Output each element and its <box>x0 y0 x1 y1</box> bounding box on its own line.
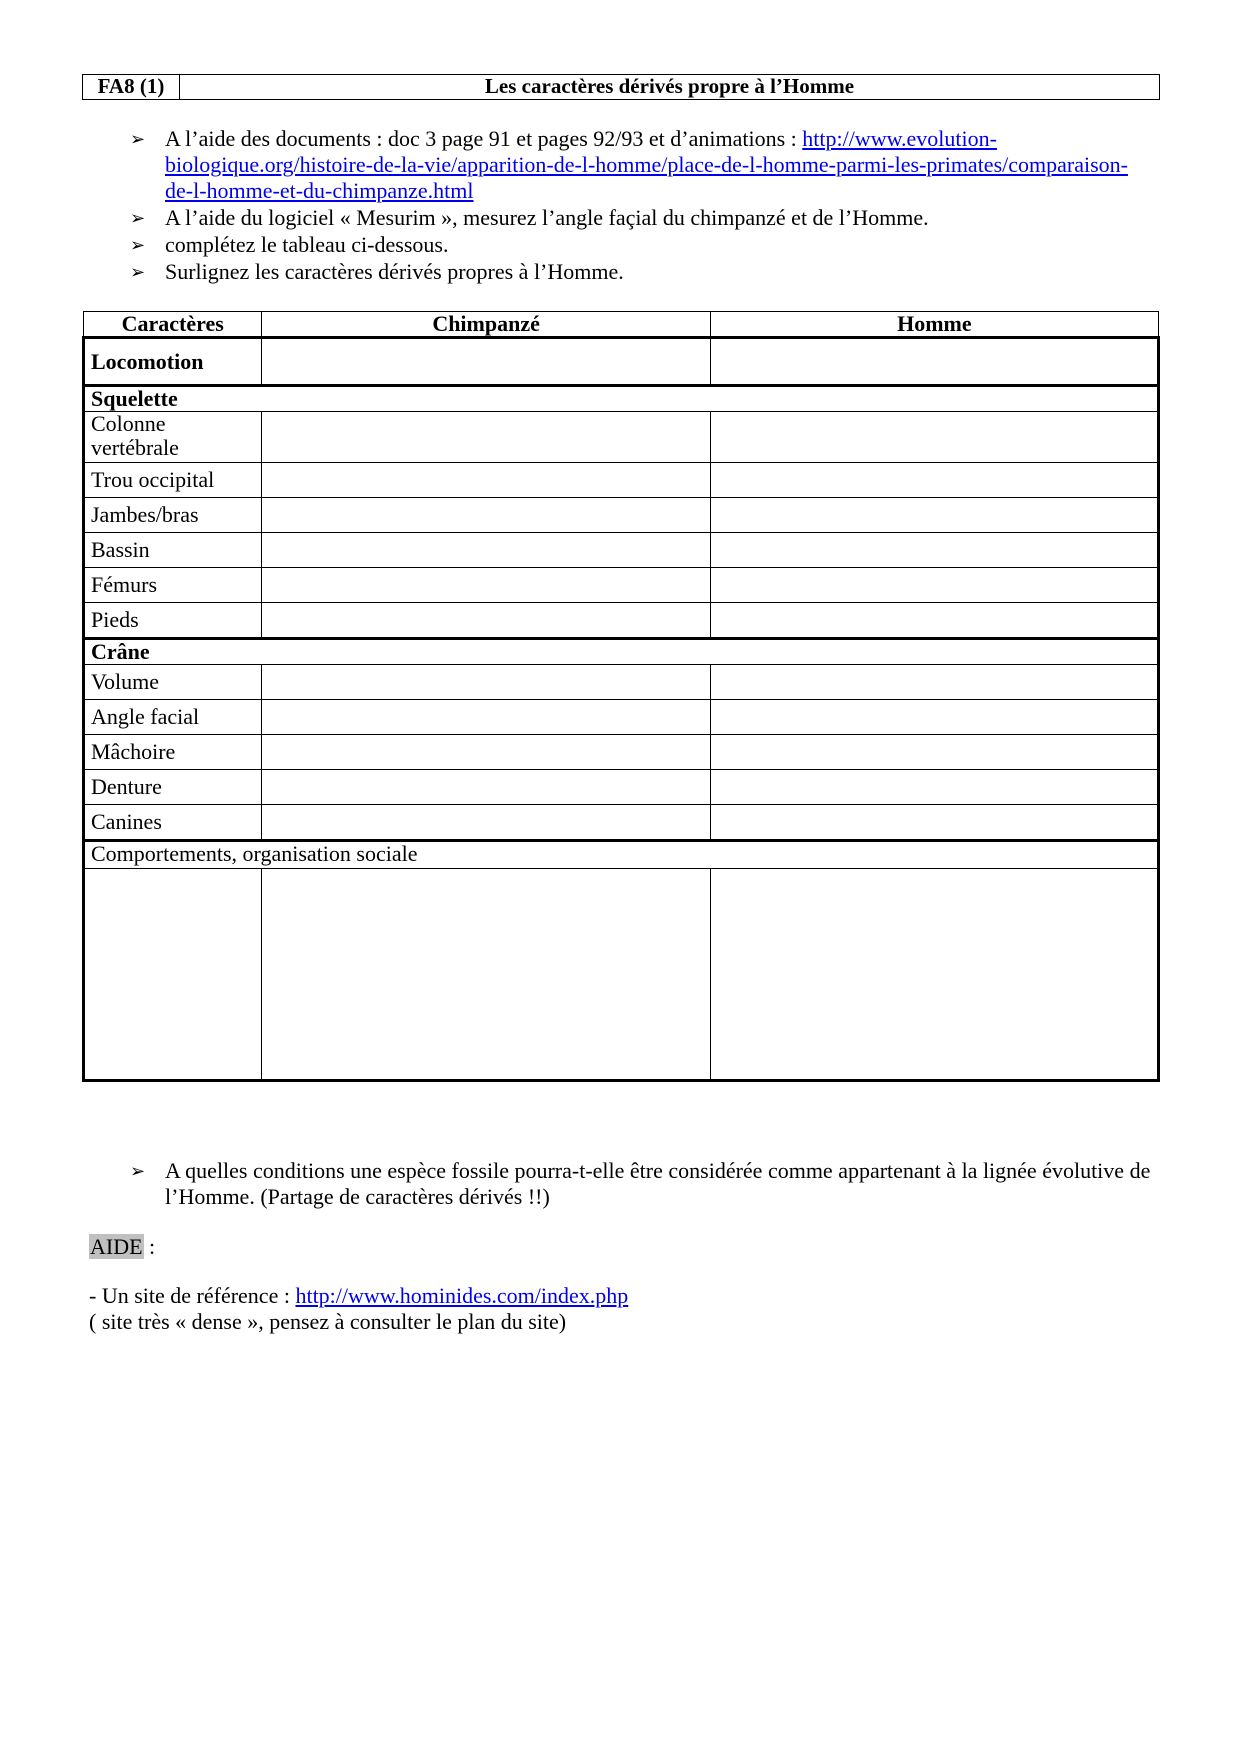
instruction-item <box>130 232 1150 258</box>
row-label: Fémurs <box>84 568 262 603</box>
table-row <box>84 665 1159 700</box>
instruction-item <box>130 205 1150 231</box>
instruction-text: Surlignez les caractères dérivés propres à l’Homme. <box>165 259 624 284</box>
table-header-row <box>84 312 1159 338</box>
table-row <box>84 412 1159 463</box>
section-title-comportements: Comportements, organisation sociale <box>84 841 1159 869</box>
aide-highlight: AIDE <box>90 1234 143 1259</box>
question-text: A quelles conditions une espèce fossile pourra-t-elle être considérée comme appartenant à la lignée évolutive de l’Homme. (Partage de caractères dérivés !!) <box>165 1158 1151 1209</box>
section-title-squelette: Squelette <box>84 386 1159 412</box>
table-row <box>84 805 1159 841</box>
hominides-link[interactable]: http://www.hominides.com/index.php <box>295 1283 629 1308</box>
answer-cell[interactable] <box>262 700 710 735</box>
answer-cell[interactable] <box>710 463 1158 498</box>
evolution-link[interactable]: http://www.evolution-biologique.org/histoire-de-la-vie/apparition-de-l-homme/place-de-l-homme-parmi-les-primates/comparaison-de-l-homme-et-du-chimpanze.html <box>165 126 1128 203</box>
reference-block <box>89 1283 628 1335</box>
answer-cell[interactable] <box>710 665 1158 700</box>
answer-cell[interactable] <box>710 603 1158 639</box>
header-homme: Homme <box>710 312 1158 338</box>
table-row <box>84 735 1159 770</box>
table-row <box>84 700 1159 735</box>
row-label: Trou occipital <box>84 463 262 498</box>
reference-prefix: - Un site de référence : <box>89 1283 296 1308</box>
arrow-bullet-icon: ➢ <box>130 235 146 255</box>
answer-cell[interactable] <box>710 735 1158 770</box>
header-chimpanze: Chimpanzé <box>262 312 710 338</box>
answer-cell[interactable] <box>710 805 1158 841</box>
answer-cell[interactable] <box>262 770 710 805</box>
answer-cell[interactable] <box>262 805 710 841</box>
answer-cell[interactable] <box>710 498 1158 533</box>
answer-cell[interactable] <box>262 338 710 386</box>
section-row <box>84 639 1159 665</box>
instruction-text: A l’aide des documents : doc 3 page 91 et pages 92/93 et d’animations : <box>165 126 803 151</box>
row-label: Mâchoire <box>84 735 262 770</box>
answer-cell[interactable] <box>710 533 1158 568</box>
instruction-text: complétez le tableau ci-dessous. <box>165 232 449 257</box>
table-row <box>84 869 1159 1081</box>
answer-cell[interactable] <box>262 533 710 568</box>
answer-cell[interactable] <box>710 700 1158 735</box>
row-label: Bassin <box>84 533 262 568</box>
answer-cell[interactable] <box>710 412 1158 463</box>
row-label-locomotion: Locomotion <box>84 338 262 386</box>
instruction-item <box>130 126 1150 204</box>
table-row <box>84 338 1159 386</box>
table-row <box>84 498 1159 533</box>
row-label: Pieds <box>84 603 262 639</box>
aide-label <box>89 1234 155 1260</box>
answer-cell[interactable] <box>262 498 710 533</box>
row-label: Jambes/bras <box>84 498 262 533</box>
table-row <box>84 770 1159 805</box>
table-row <box>84 533 1159 568</box>
answer-cell[interactable] <box>84 869 262 1081</box>
arrow-bullet-icon: ➢ <box>130 1161 146 1181</box>
header-box <box>82 74 1160 100</box>
arrow-bullet-icon: ➢ <box>130 208 146 228</box>
answer-cell[interactable] <box>262 665 710 700</box>
section-title-crane: Crâne <box>84 639 1159 665</box>
answer-cell[interactable] <box>710 869 1158 1081</box>
header-caracteres: Caractères <box>84 312 262 338</box>
row-label: Angle facial <box>84 700 262 735</box>
answer-cell[interactable] <box>710 338 1158 386</box>
question-item <box>130 1158 1175 1210</box>
table-row <box>84 568 1159 603</box>
sheet-title: Les caractères dérivés propre à l’Homme <box>484 74 855 98</box>
instruction-text: A l’aide du logiciel « Mesurim », mesurez l’angle façial du chimpanzé et de l’Homme. <box>165 205 929 230</box>
row-label: Denture <box>84 770 262 805</box>
answer-cell[interactable] <box>262 869 710 1081</box>
table-row <box>84 603 1159 639</box>
answer-cell[interactable] <box>262 603 710 639</box>
aide-suffix: : <box>143 1234 156 1259</box>
sheet-code: FA8 (1) <box>83 75 180 99</box>
answer-cell[interactable] <box>262 463 710 498</box>
reference-note: ( site très « dense », pensez à consulter le plan du site) <box>89 1309 567 1334</box>
section-row <box>84 386 1159 412</box>
row-label: Canines <box>84 805 262 841</box>
reference-line <box>89 1283 628 1309</box>
section-row <box>84 841 1159 869</box>
table-row <box>84 463 1159 498</box>
arrow-bullet-icon: ➢ <box>130 262 146 282</box>
answer-cell[interactable] <box>262 568 710 603</box>
characters-table <box>82 311 1160 1082</box>
answer-cell[interactable] <box>262 412 710 463</box>
instructions-list <box>130 126 1150 286</box>
answer-cell[interactable] <box>262 735 710 770</box>
row-label: Volume <box>84 665 262 700</box>
answer-cell[interactable] <box>710 770 1158 805</box>
answer-cell[interactable] <box>710 568 1158 603</box>
arrow-bullet-icon: ➢ <box>130 129 146 149</box>
instruction-item <box>130 259 1150 285</box>
row-label: Colonne vertébrale <box>84 412 262 463</box>
